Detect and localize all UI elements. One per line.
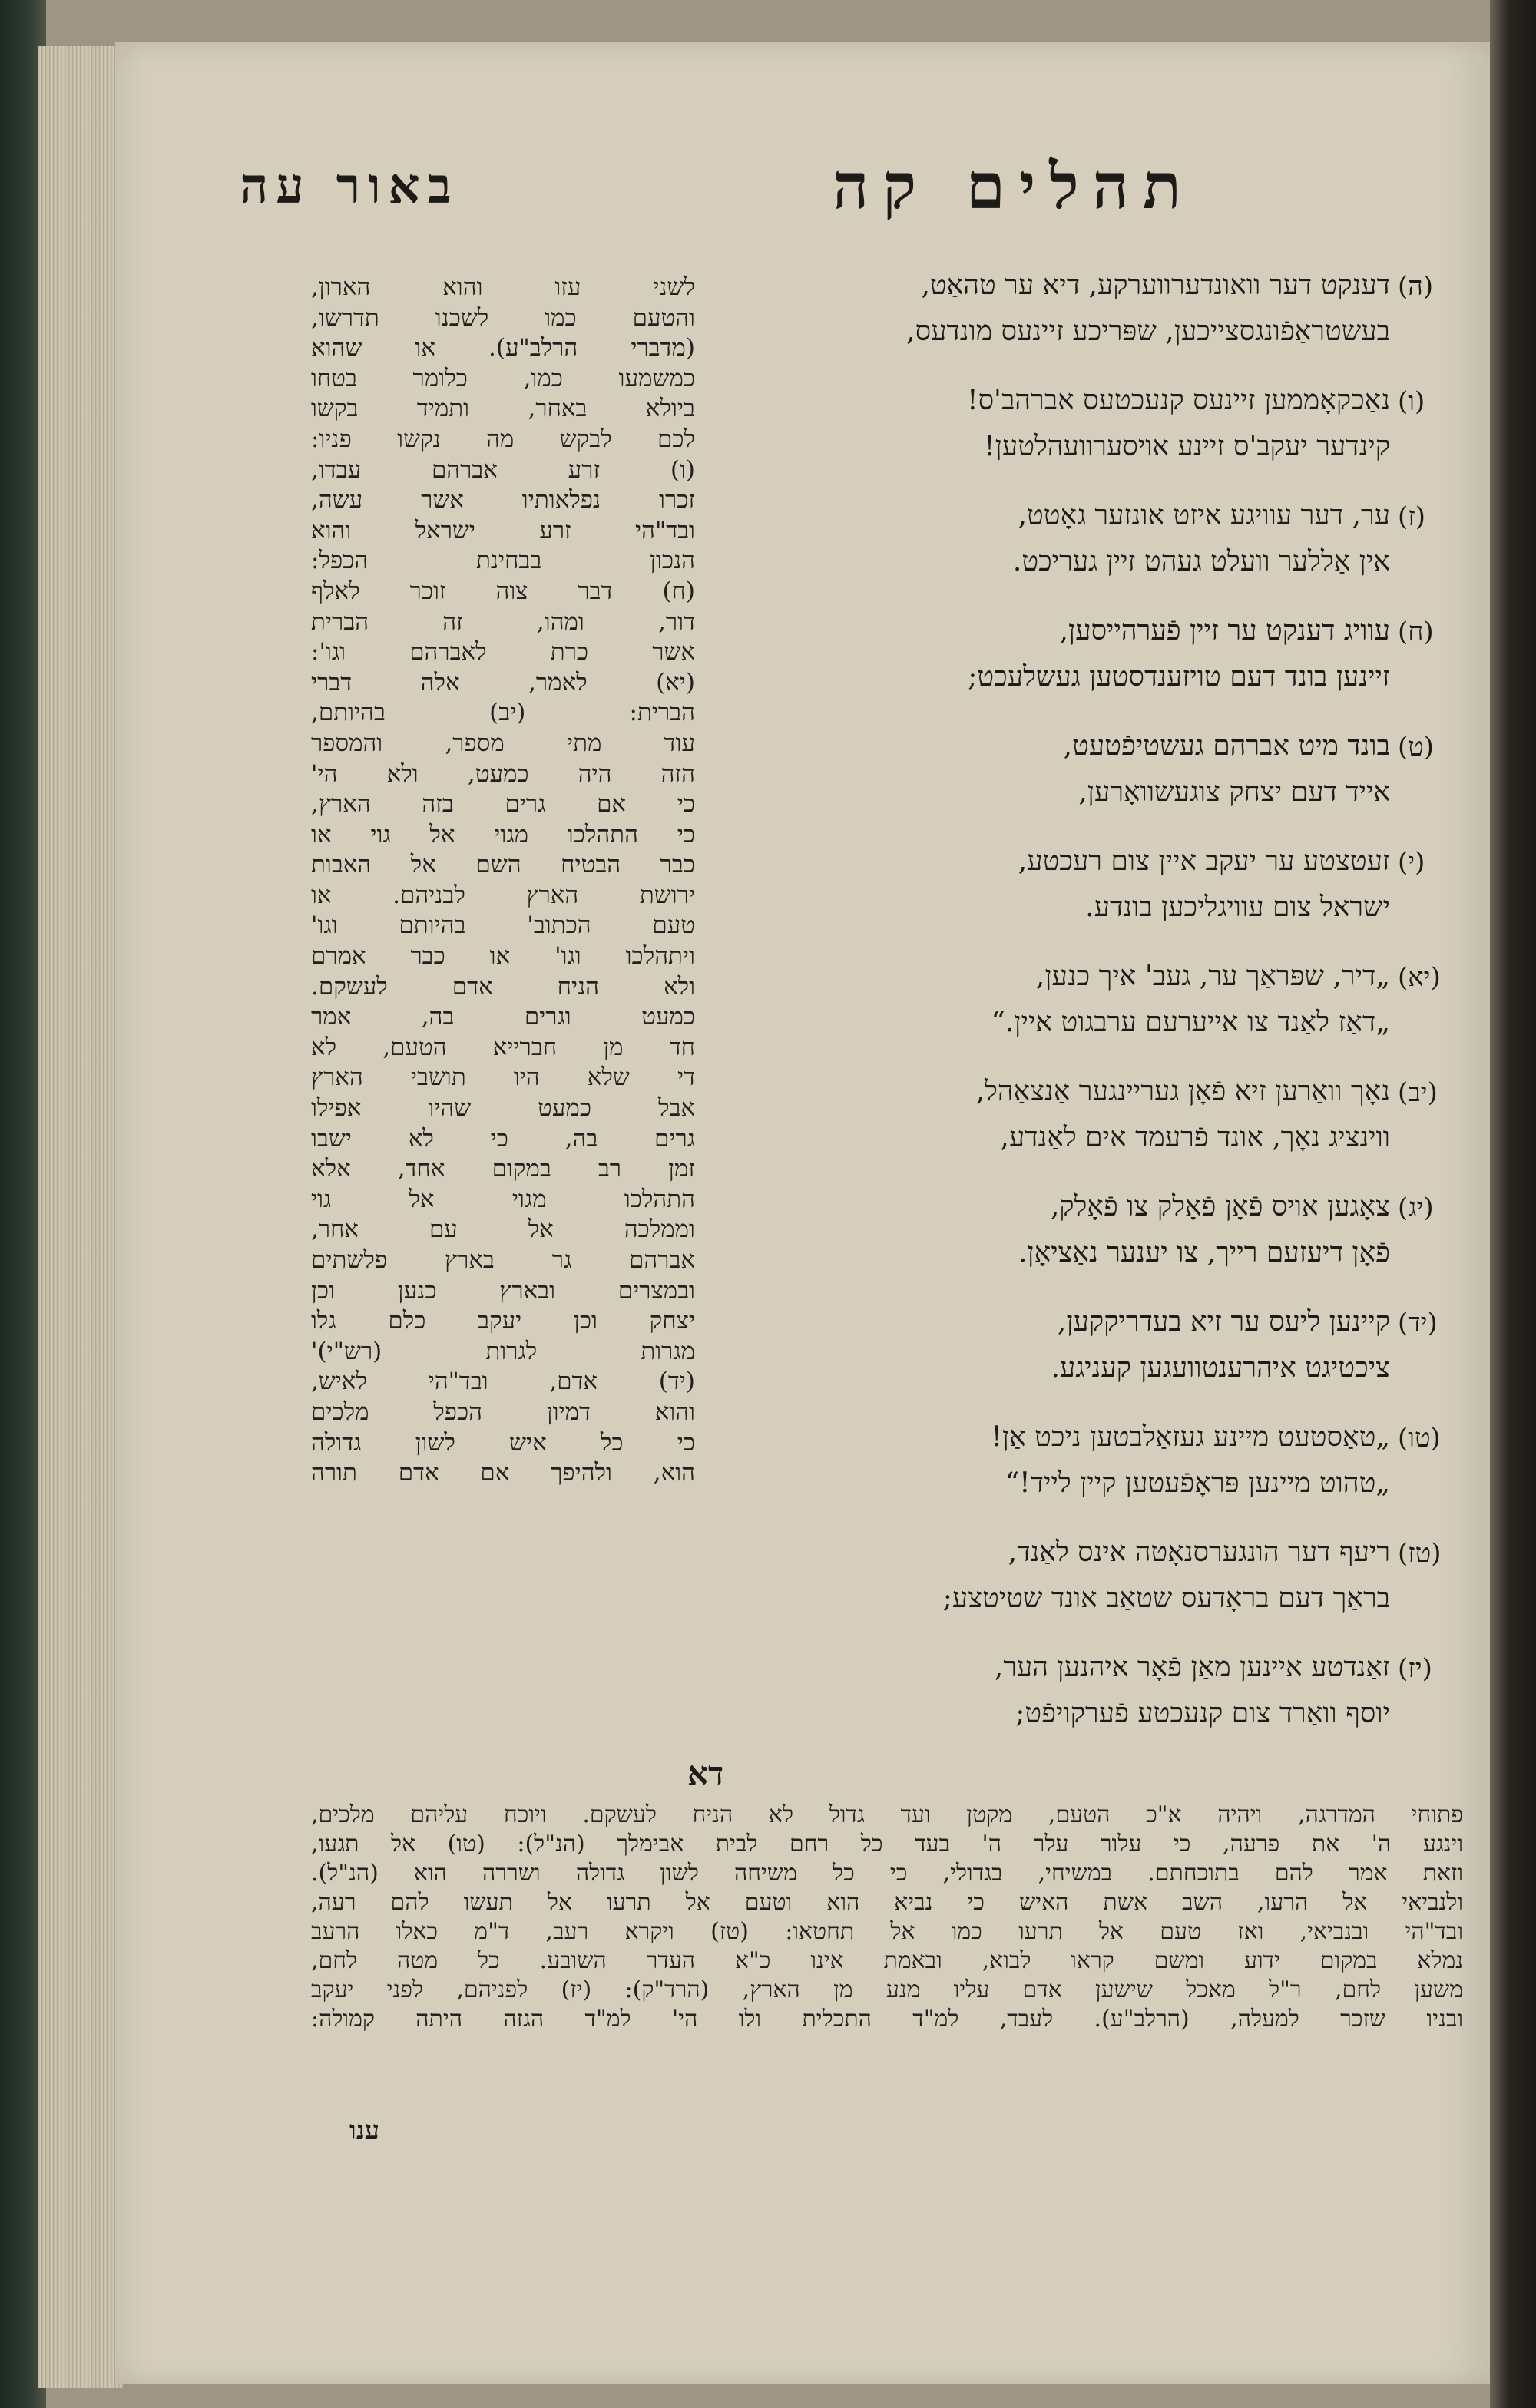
verse-number: (ו) (1398, 386, 1425, 417)
verse-line: זאַנדטע איינען מאַן פֿאָר איהנען הער, (994, 1652, 1390, 1683)
footnote-line: פתוחי המדרגה, ויהיה א"כ הטעם, מקטן ועד גדול לא הניח לעשקם. ויוכח עליהם מלכים, (311, 1801, 1463, 1828)
footnote-line: ולנביאי אל הרעו, השב אשת האיש כי נביא הוא וטעם אל תרעו אל תעשו להם רעה, (311, 1889, 1463, 1916)
verse-number: (ח) (1398, 617, 1434, 647)
commentary-line: ובמצרים ובארץ כנען וכן (311, 1276, 695, 1305)
commentary-line: (יד) אדם, ובד"הי לאיש, (311, 1368, 695, 1396)
verse (668, 726, 1475, 841)
verse-line: יוסף וואַרד צום קנעכטע פֿערקויפֿט; (1015, 1698, 1390, 1729)
verse-number: (ה) (1398, 271, 1434, 302)
commentary-line: ובד"הי זרע ישראל והוא (311, 516, 695, 544)
verse-line: „דיר, שפּראַך ער, געב' איך כנען, (1035, 961, 1390, 992)
psalm-verses (668, 265, 1475, 1762)
page-title: תהלים קה (833, 150, 1195, 223)
verse (668, 1186, 1475, 1302)
verse-number: (יד) (1398, 1308, 1438, 1338)
commentary-line: (ח) דבר צוה זוכר לאלף (311, 577, 695, 605)
verse-line: דענקט דער וואונדערווערקע, דיא ער טהאַט, (921, 270, 1390, 301)
commentary-line: התהלכו מגוי אל גוי (311, 1185, 695, 1213)
commentary-line: דור, ומהו, זה הברית (311, 607, 695, 636)
verse-line: ער, דער עוויגע איזט אונזער גאָטט, (1018, 500, 1390, 531)
page-edges (38, 46, 123, 2388)
commentary-line: לכם לבקש מה נקשו פניו: (311, 425, 695, 453)
footnote-line: וזאת אמר להם בתוכחתם. במשיחי, בגדולי, כי כל משיחה לשון גדולה ושררה הוא (הנ"ל). (311, 1860, 1463, 1887)
commentary-line: וממלכה אל עם אחר, (311, 1216, 695, 1244)
verse-line: בונד מיט אברהם געשטיפֿטעט, (1063, 730, 1390, 762)
verse-line: קינדער יעקב'ס זיינע אויסערוועהלטען! (984, 431, 1390, 462)
verse (668, 1417, 1475, 1532)
verse-number: (טו) (1398, 1423, 1441, 1454)
footnote-line: משען לחם, ר"ל מאכל שישען אדם עליו מנע מן הארץ, (הרד"ק): (יז) לפניהם, לפני יעקב (311, 1976, 1463, 2003)
footnote-line: וינגע ה' את פרעה, כי עלור עלר ה' בעד כל רחם לבית אבימלך (הנ"ל): (טו) אל תגעו, (311, 1831, 1463, 1857)
verse-line: בעשטראַפֿונגסצייכען, שפּריכע זיינעס מונדעס, (906, 316, 1390, 347)
commentary-line: (ו) זרע אברהם עבדו, (311, 455, 695, 484)
commentary-line: כמשמעו כמו, כלומר בטחו (311, 364, 695, 392)
verse-line: „דאַז לאַנד צו אייערעם ערבגוט איין.“ (991, 1007, 1390, 1038)
verse-line: צאָגען אויס פֿאָן פֿאָלק צו פֿאָלק, (1050, 1191, 1390, 1222)
commentary-line: ביולא באחר, ותמיד בקשו (311, 395, 695, 423)
commentary-line: גרים בה, כי לא ישבו (311, 1124, 695, 1153)
verse-line: ישראל צום עוויגליכען בונדע. (1085, 891, 1390, 923)
commentary-line: לשני עזו והוא הארון, (311, 273, 695, 301)
verse-number: (טז) (1398, 1538, 1442, 1569)
catchword-bottom: ענו (349, 2115, 379, 2146)
commentary-column (311, 273, 695, 1489)
book-spine-right (1490, 0, 1536, 2408)
commentary-line: זכרו נפלאותיו אשר עשה, (311, 486, 695, 514)
verse-line: נאַכקאָממען זיינעס קנעכטעס אברהב'ס! (967, 385, 1390, 416)
verse-line: „טהוט מיינען פּראָפֿעטען קיין לייד!“ (1005, 1467, 1390, 1499)
verse-line: בראַך דעם בראָדעס שטאַב אונד שטיטצע; (942, 1583, 1390, 1614)
verse (668, 1532, 1475, 1647)
commentary-line: הזה היה כמעט, ולא הי' (311, 759, 695, 788)
footnote-line: נמלא במקום ידוע ומשם קראו לבוא, ובאמת אינו כ"א העדר השובע. כל מטה לחם, (311, 1947, 1463, 1974)
verse (668, 495, 1475, 610)
commentary-line: עוד מתי מספר, והמספר (311, 729, 695, 757)
commentary-line: ויתהלכו וגו' או כבר אמרם (311, 942, 695, 971)
commentary-line: והטעם כמו לשכנו תדרשו, (311, 303, 695, 332)
verse-number: (י) (1398, 847, 1425, 878)
commentary-line: כבר הבטיח השם אל האבות (311, 851, 695, 879)
commentary-title: באור עה (240, 157, 459, 215)
verse-line: פֿאָן דיעזעם רייך, צו יענער נאַציאָן. (1018, 1237, 1390, 1268)
commentary-line: ירושת הארץ לבניהם. או (311, 881, 695, 909)
verse (668, 380, 1475, 495)
verse (668, 265, 1475, 380)
verse-number: (יג) (1398, 1192, 1434, 1223)
verse-line: קיינען ליעס ער זיא בעדריקקען, (1057, 1306, 1390, 1338)
verse-line: עוויג דענקט ער זיין פֿערהייסען, (1059, 615, 1390, 647)
verse-line: ווינציג נאָך, אונד פֿרעמד אים לאַנדע, (1000, 1122, 1390, 1153)
commentary-line: והוא דמיון הכפל מלכים (311, 1398, 695, 1426)
verse (668, 1302, 1475, 1417)
commentary-line: טעם הכתוב' בהיותם וגו' (311, 911, 695, 940)
verse (668, 1647, 1475, 1762)
verse-number: (יב) (1398, 1077, 1438, 1108)
commentary-line: אבל כמעט שהיו אפילו (311, 1094, 695, 1123)
commentary-line: ולא הניח אדם לעשקם. (311, 972, 695, 1001)
verse-line: אין אַללער וועלט געהט זיין געריכט. (1012, 546, 1390, 577)
commentary-line: די שלא היו תושבי הארץ (311, 1063, 695, 1092)
verse-number: (ט) (1398, 732, 1435, 762)
verse-line: ריעף דער הונגערסנאָטה אינס לאַנד, (1008, 1536, 1390, 1568)
verse-line: ציכטיגט איהרענטוועגען קעניגע. (1051, 1352, 1390, 1384)
commentary-line: כמעט וגרים בה, אמר (311, 1003, 695, 1031)
commentary-line: כי אם גרים בזה הארץ, (311, 790, 695, 819)
verse-line: זיינען בונד דעם טויזענדסטען געשלעכט; (968, 661, 1390, 693)
commentary-line: (מדברי הרלב"ע). או שהוא (311, 334, 695, 362)
commentary-line: הוא, ולהיפך אם אדם תורה (311, 1459, 695, 1487)
commentary-line: חד מן חברייא הטעם, לא (311, 1033, 695, 1061)
verse (668, 1071, 1475, 1186)
verse-line: אייד דעם יצחק צוגעשוואָרען, (1078, 776, 1390, 808)
commentary-line: אשר כרת לאברהם וגו': (311, 638, 695, 666)
commentary-line: אברהם גר בארץ פלשתים (311, 1246, 695, 1274)
verse-line: נאָך וואַרען זיא פֿאָן געריינגער אַנצאַהל, (975, 1076, 1390, 1107)
commentary-line: יצחק וכן יעקב כלם גלו (311, 1307, 695, 1335)
commentary-line: הנכון בבחינת הכפל: (311, 547, 695, 575)
verse (668, 841, 1475, 956)
verse-number: (ז) (1398, 501, 1426, 532)
verse (668, 610, 1475, 726)
footnote-line: ובניו שזכר למעלה, (הרלב"ע). לעבד, למ"ד התכלית ולו הי' למ"ד הגזה היתה קמולה: (311, 2006, 1463, 2033)
footnote-line: ובד"הי ובנביאי, ואז טעם אל תרעו כמו אל תחטאו: (טז) ויקרא רעב, ד"מ כאלו הרעב (311, 1918, 1463, 1945)
verse-number: (יז) (1398, 1653, 1432, 1684)
verse-number: (יא) (1398, 962, 1441, 993)
verse-line: „טאַסטעט מיינע געזאַלבטען ניכט אַן! (991, 1421, 1390, 1453)
verse (668, 956, 1475, 1071)
verse-line: זעטצטע ער יעקב איין צום רעכטע, (1018, 845, 1390, 877)
commentary-line: הברית: (יב) בהיותם, (311, 699, 695, 727)
commentary-line: (יא) לאמר, אלה דברי (311, 668, 695, 696)
footnotes (311, 1801, 1463, 2034)
commentary-line: זמן רב במקום אחד, אלא (311, 1155, 695, 1183)
commentary-line: כי כל איש לשון גדולה (311, 1428, 695, 1457)
commentary-line: מגרות לגרות (רש"י)' (311, 1337, 695, 1365)
catchword-right: דא (687, 1755, 724, 1792)
commentary-line: כי התהלכו מגוי אל גוי או (311, 820, 695, 848)
